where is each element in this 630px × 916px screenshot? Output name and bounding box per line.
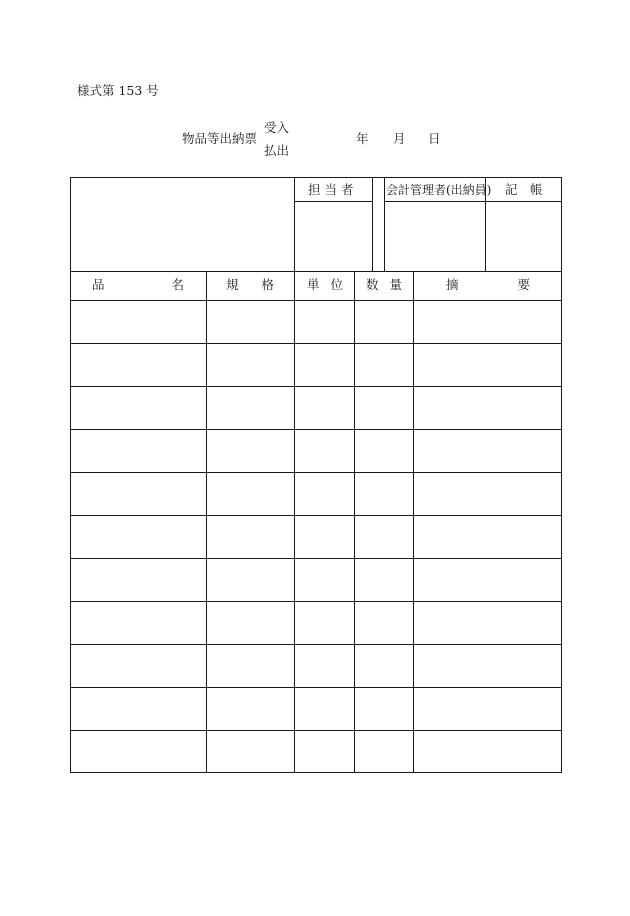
table-cell-spec[interactable] [207, 602, 294, 643]
table-cell-unit[interactable] [295, 559, 354, 600]
table-cell-remarks[interactable] [414, 473, 561, 514]
table-cell-unit[interactable] [295, 645, 354, 686]
table-cell-item-name[interactable] [71, 559, 206, 600]
approval-accounting-manager-stamp-area[interactable] [385, 202, 485, 272]
table-cell-remarks[interactable] [414, 688, 561, 729]
table-cell-remarks[interactable] [414, 516, 561, 557]
type-receive-label: 受入 [264, 120, 290, 135]
table-cell-quantity[interactable] [355, 645, 413, 686]
form-number: 様式第 153 号 [77, 83, 159, 98]
column-header-unit: 単 位 [307, 277, 343, 292]
table-cell-item-name[interactable] [71, 688, 206, 729]
table-cell-quantity[interactable] [355, 602, 413, 643]
approval-accounting-manager-label: 会計管理者(出納員) [386, 183, 492, 197]
table-cell-item-name[interactable] [71, 516, 206, 557]
date-year-label: 年 [356, 131, 369, 146]
table-cell-unit[interactable] [295, 688, 354, 729]
table-cell-unit[interactable] [295, 301, 354, 342]
table-cell-unit[interactable] [295, 430, 354, 471]
table-cell-item-name[interactable] [71, 387, 206, 428]
column-header-remarks: 摘 要 [446, 277, 530, 292]
table-cell-item-name[interactable] [71, 645, 206, 686]
table-cell-quantity[interactable] [355, 344, 413, 385]
table-cell-quantity[interactable] [355, 301, 413, 342]
table-cell-remarks[interactable] [414, 645, 561, 686]
table-cell-spec[interactable] [207, 387, 294, 428]
table-cell-spec[interactable] [207, 688, 294, 729]
table-cell-item-name[interactable] [71, 473, 206, 514]
table-cell-item-name[interactable] [71, 301, 206, 342]
table-cell-quantity[interactable] [355, 430, 413, 471]
table-cell-spec[interactable] [207, 344, 294, 385]
approval-ledger-stamp-area[interactable] [486, 202, 561, 272]
table-cell-quantity[interactable] [355, 559, 413, 600]
table-header-top-line [70, 271, 562, 272]
column-header-spec: 規 格 [226, 277, 274, 292]
date-day-label: 日 [428, 131, 441, 146]
table-cell-remarks[interactable] [414, 301, 561, 342]
table-cell-remarks[interactable] [414, 559, 561, 600]
table-cell-spec[interactable] [207, 731, 294, 772]
table-cell-remarks[interactable] [414, 344, 561, 385]
approval-ledger-label: 記 帳 [505, 182, 543, 197]
table-cell-spec[interactable] [207, 559, 294, 600]
column-header-item-name: 品 名 [92, 277, 184, 292]
table-cell-quantity[interactable] [355, 473, 413, 514]
table-cell-unit[interactable] [295, 387, 354, 428]
table-cell-quantity[interactable] [355, 387, 413, 428]
table-cell-item-name[interactable] [71, 430, 206, 471]
general-notes-area[interactable] [71, 178, 294, 272]
table-cell-unit[interactable] [295, 516, 354, 557]
type-pay-label: 払出 [264, 143, 290, 158]
table-cell-unit[interactable] [295, 344, 354, 385]
table-cell-quantity[interactable] [355, 516, 413, 557]
approval-divider-gap-left [372, 177, 373, 272]
table-cell-spec[interactable] [207, 473, 294, 514]
table-cell-quantity[interactable] [355, 731, 413, 772]
table-cell-unit[interactable] [295, 602, 354, 643]
approval-person-in-charge-label: 担 当 者 [308, 182, 354, 197]
table-cell-remarks[interactable] [414, 430, 561, 471]
table-cell-unit[interactable] [295, 473, 354, 514]
approval-person-in-charge-stamp-area[interactable] [295, 202, 372, 272]
table-cell-remarks[interactable] [414, 731, 561, 772]
table-cell-spec[interactable] [207, 645, 294, 686]
form-title: 物品等出納票 [182, 131, 258, 146]
table-cell-item-name[interactable] [71, 731, 206, 772]
date-month-label: 月 [393, 131, 406, 146]
table-cell-spec[interactable] [207, 516, 294, 557]
table-cell-unit[interactable] [295, 731, 354, 772]
table-cell-quantity[interactable] [355, 688, 413, 729]
table-cell-item-name[interactable] [71, 602, 206, 643]
table-cell-remarks[interactable] [414, 602, 561, 643]
table-cell-remarks[interactable] [414, 387, 561, 428]
table-cell-spec[interactable] [207, 430, 294, 471]
column-header-quantity: 数 量 [366, 277, 402, 292]
table-cell-item-name[interactable] [71, 344, 206, 385]
table-cell-spec[interactable] [207, 301, 294, 342]
